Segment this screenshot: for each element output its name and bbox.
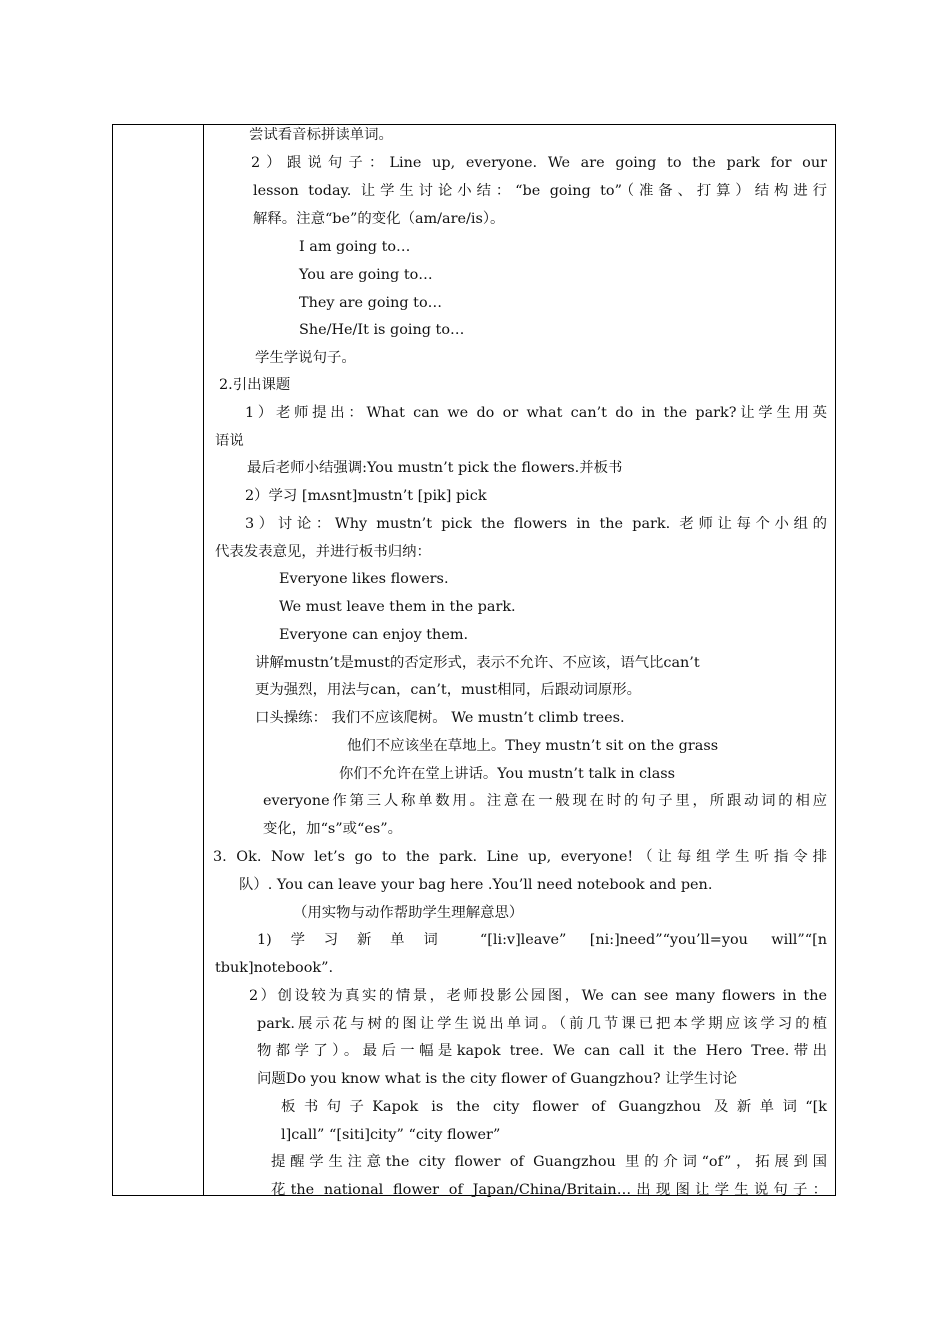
text-line: 他们不应该坐在草地上。They mustn’t sit on the grass — [347, 738, 719, 754]
text-line: 代表发表意见，并进行板书归纳： — [215, 544, 431, 560]
text-line: We must leave them in the park. — [279, 599, 516, 615]
lesson-plan-table — [112, 124, 836, 1196]
text-line: Everyone can enjoy them. — [279, 627, 469, 643]
text-line: 学生学说句子。 — [255, 350, 356, 366]
text-line: 最后老师小结强调:You mustn’t pick the flowers.并板书 — [247, 460, 623, 476]
text-line: 1)学习新单词 “[li:v]leave” [ni:]need”“you’ll=you will”“[n — [257, 932, 827, 948]
text-line: She/He/It is going to… — [299, 322, 465, 338]
text-line: 3）讨论：Why mustn’t pick the flowers in the park. 老师让每个小组的 — [245, 516, 827, 532]
text-line: I am going to… — [299, 239, 411, 255]
text-line: lesson today. 让学生讨论小结：“be going to”（准备、打算）结构进行 — [253, 183, 827, 199]
text-line: 问题Do you know what is the city flower of Guangzhou? 让学生讨论 — [257, 1071, 738, 1087]
text-line: 物都学了）。最后一幅是kapok tree. We can call it the Hero Tree.带出 — [257, 1043, 827, 1059]
text-line: tbuk]notebook”. — [215, 960, 334, 976]
text-line: l]call” “[siti]city” “city flower” — [281, 1127, 501, 1143]
text-line: 2）跟说句子：Line up, everyone. We are going to the park for our — [251, 155, 827, 171]
text-line: 队）. You can leave your bag here .You’ll need notebook and pen. — [239, 877, 713, 893]
text-line: 花the national flower of Japan/China/Britain…出现图让学生说句子： — [271, 1182, 827, 1198]
text-line: 1）老师提出：What can we do or what can’t do in the park?让学生用英 — [245, 405, 827, 421]
text-line: 你们不允许在堂上讲话。You mustn’t talk in class — [339, 766, 676, 782]
text-line: Everyone likes flowers. — [279, 571, 449, 587]
text-line: 解释。注意“be”的变化（am/are/is）。 — [253, 211, 505, 227]
section-heading: 2.引出课题 — [219, 377, 291, 393]
text-line: 尝试看音标拼读单词。 — [249, 127, 393, 143]
text-line: You are going to… — [299, 267, 433, 283]
text-line: 2）学习 [mʌsnt]mustn’t [pik] pick — [245, 488, 487, 504]
text-line: park.展示花与树的图让学生说出单词。（前几节课已把本学期应该学习的植 — [257, 1016, 827, 1032]
text-line: 讲解mustn’t是must的否定形式，表示不允许、不应该，语气比can’t — [255, 655, 700, 671]
text-line: 口头操练： 我们不应该爬树。 We mustn’t climb trees. — [255, 710, 625, 726]
section-heading: 3. Ok. Now let’s go to the park. Line up, everyone!（让每组学生听指令排 — [213, 849, 827, 865]
text-line: 板书句子Kapok is the city flower of Guangzhou 及新单词“[k — [281, 1099, 827, 1115]
column-divider — [203, 125, 204, 1195]
text-line: 变化，加“s”或“es”。 — [263, 821, 403, 837]
text-line: （用实物与动作帮助学生理解意思） — [293, 905, 524, 921]
text-line: 提醒学生注意the city flower of Guangzhou 里的介词“of”，拓展到国 — [271, 1154, 827, 1170]
text-line: They are going to… — [299, 295, 443, 311]
text-line: everyone作第三人称单数用。注意在一般现在时的句子里，所跟动词的相应 — [263, 793, 827, 809]
text-line: 语说 — [215, 433, 244, 449]
lesson-content — [205, 125, 827, 1198]
text-line: 更为强烈，用法与can，can’t，must相同，后跟动词原形。 — [255, 682, 642, 698]
text-line: 2）创设较为真实的情景，老师投影公园图，We can see many flowers in the — [249, 988, 827, 1004]
